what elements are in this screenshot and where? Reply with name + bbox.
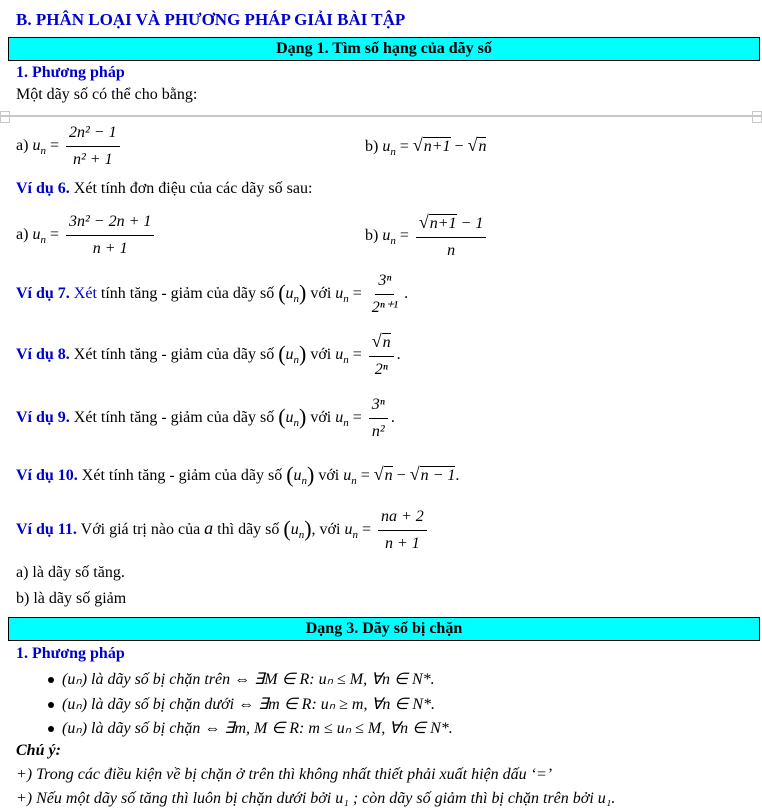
bullet-bounded-above: (uₙ) là dãy số bị chặn trên ⇔ ∃M ∈ R: uₙ ≤ M, ∀n ∈ N*. [48,669,435,689]
example-11-option-b: b) là dãy số giảm [16,590,127,607]
example-11-option-a: a) là dãy số tăng. [16,564,125,581]
banner-dang-1: Dạng 1. Tìm số hạng của dãy số [8,37,760,61]
example-11: Ví dụ 11. Với giá trị nào của a thì dãy số $(u_n)$, với $u_n$ = $\frac{na + 2}{n + 1}$ [16,506,430,555]
method-heading-1: 1. Phương pháp [16,64,125,81]
banner-dang-3: Dạng 3. Dãy số bị chặn [8,617,760,641]
example-6-b: b) $u_n$ = $\frac{√n+1 - 1}{n}$ [365,211,489,262]
example-8: Ví dụ 8. Xét tính tăng - giảm của dãy số $(u_n)$ với $u_n$ = $\frac{√n}{\text{2ⁿ}}$ . [16,331,401,378]
formula-b: b) $u_n = √n+1 - √n$ [365,135,487,159]
bullet-bounded-below: (uₙ) là dãy số bị chặn dưới ⇔ ∃m ∈ R: uₙ ≥ m, ∀n ∈ N*. [48,694,435,714]
example-7: Ví dụ 7. Xét tính tăng - giảm của dãy số $(u_n)$ với $u_n$ = $\frac{\text{3ⁿ}}{\text{2ⁿ⁺¹}}$ . [16,272,409,316]
example-9: Ví dụ 9. Xét tính tăng - giảm của dãy số $(u_n)$ với $u_n$ = $\frac{\text{3ⁿ}}{\text{n²}}$ . [16,396,395,440]
method-heading-3: 1. Phương pháp [16,645,125,662]
bullet-icon [48,677,54,683]
formula-a: a) $u_n$ = $\frac{\text{2n² − 1}}{\text{n² + 1}}$ [16,122,123,171]
note-heading: Chú ý: [16,742,61,759]
method-intro: Một dãy số có thể cho bằng: [16,86,198,103]
bullet-icon [48,702,54,708]
page-break-line [0,115,762,117]
example-10: Ví dụ 10. Xét tính tăng - giảm của dãy số $(u_n)$ với $u_n = √n - √n - 1$. [16,462,460,488]
example-6-a: a) $u_n$ = $\frac{\text{3n² − 2n + 1}}{n + 1}$ [16,211,157,260]
note-line-2: +) Nếu một dãy số tăng thì luôn bị chặn dưới bởi u₁ ; còn dãy số giảm thì bị chặn trên bởi u₁. [16,790,616,807]
bullet-icon [48,726,54,732]
note-line-1: +) Trong các điều kiện về bị chặn ở trên thì không nhất thiết phải xuất hiện dấu ‘=’ [16,766,553,783]
example-6: Ví dụ 6. Xét tính đơn điệu của các dãy số sau: [16,180,313,197]
page-break-marker-left [0,111,10,123]
section-title: B. PHÂN LOẠI VÀ PHƯƠNG PHÁP GIẢI BÀI TẬP [16,10,406,29]
page-break-marker-right [752,111,762,123]
bullet-bounded: (uₙ) là dãy số bị chặn ⇔ ∃m, M ∈ R: m ≤ uₙ ≤ M, ∀n ∈ N*. [48,718,453,738]
